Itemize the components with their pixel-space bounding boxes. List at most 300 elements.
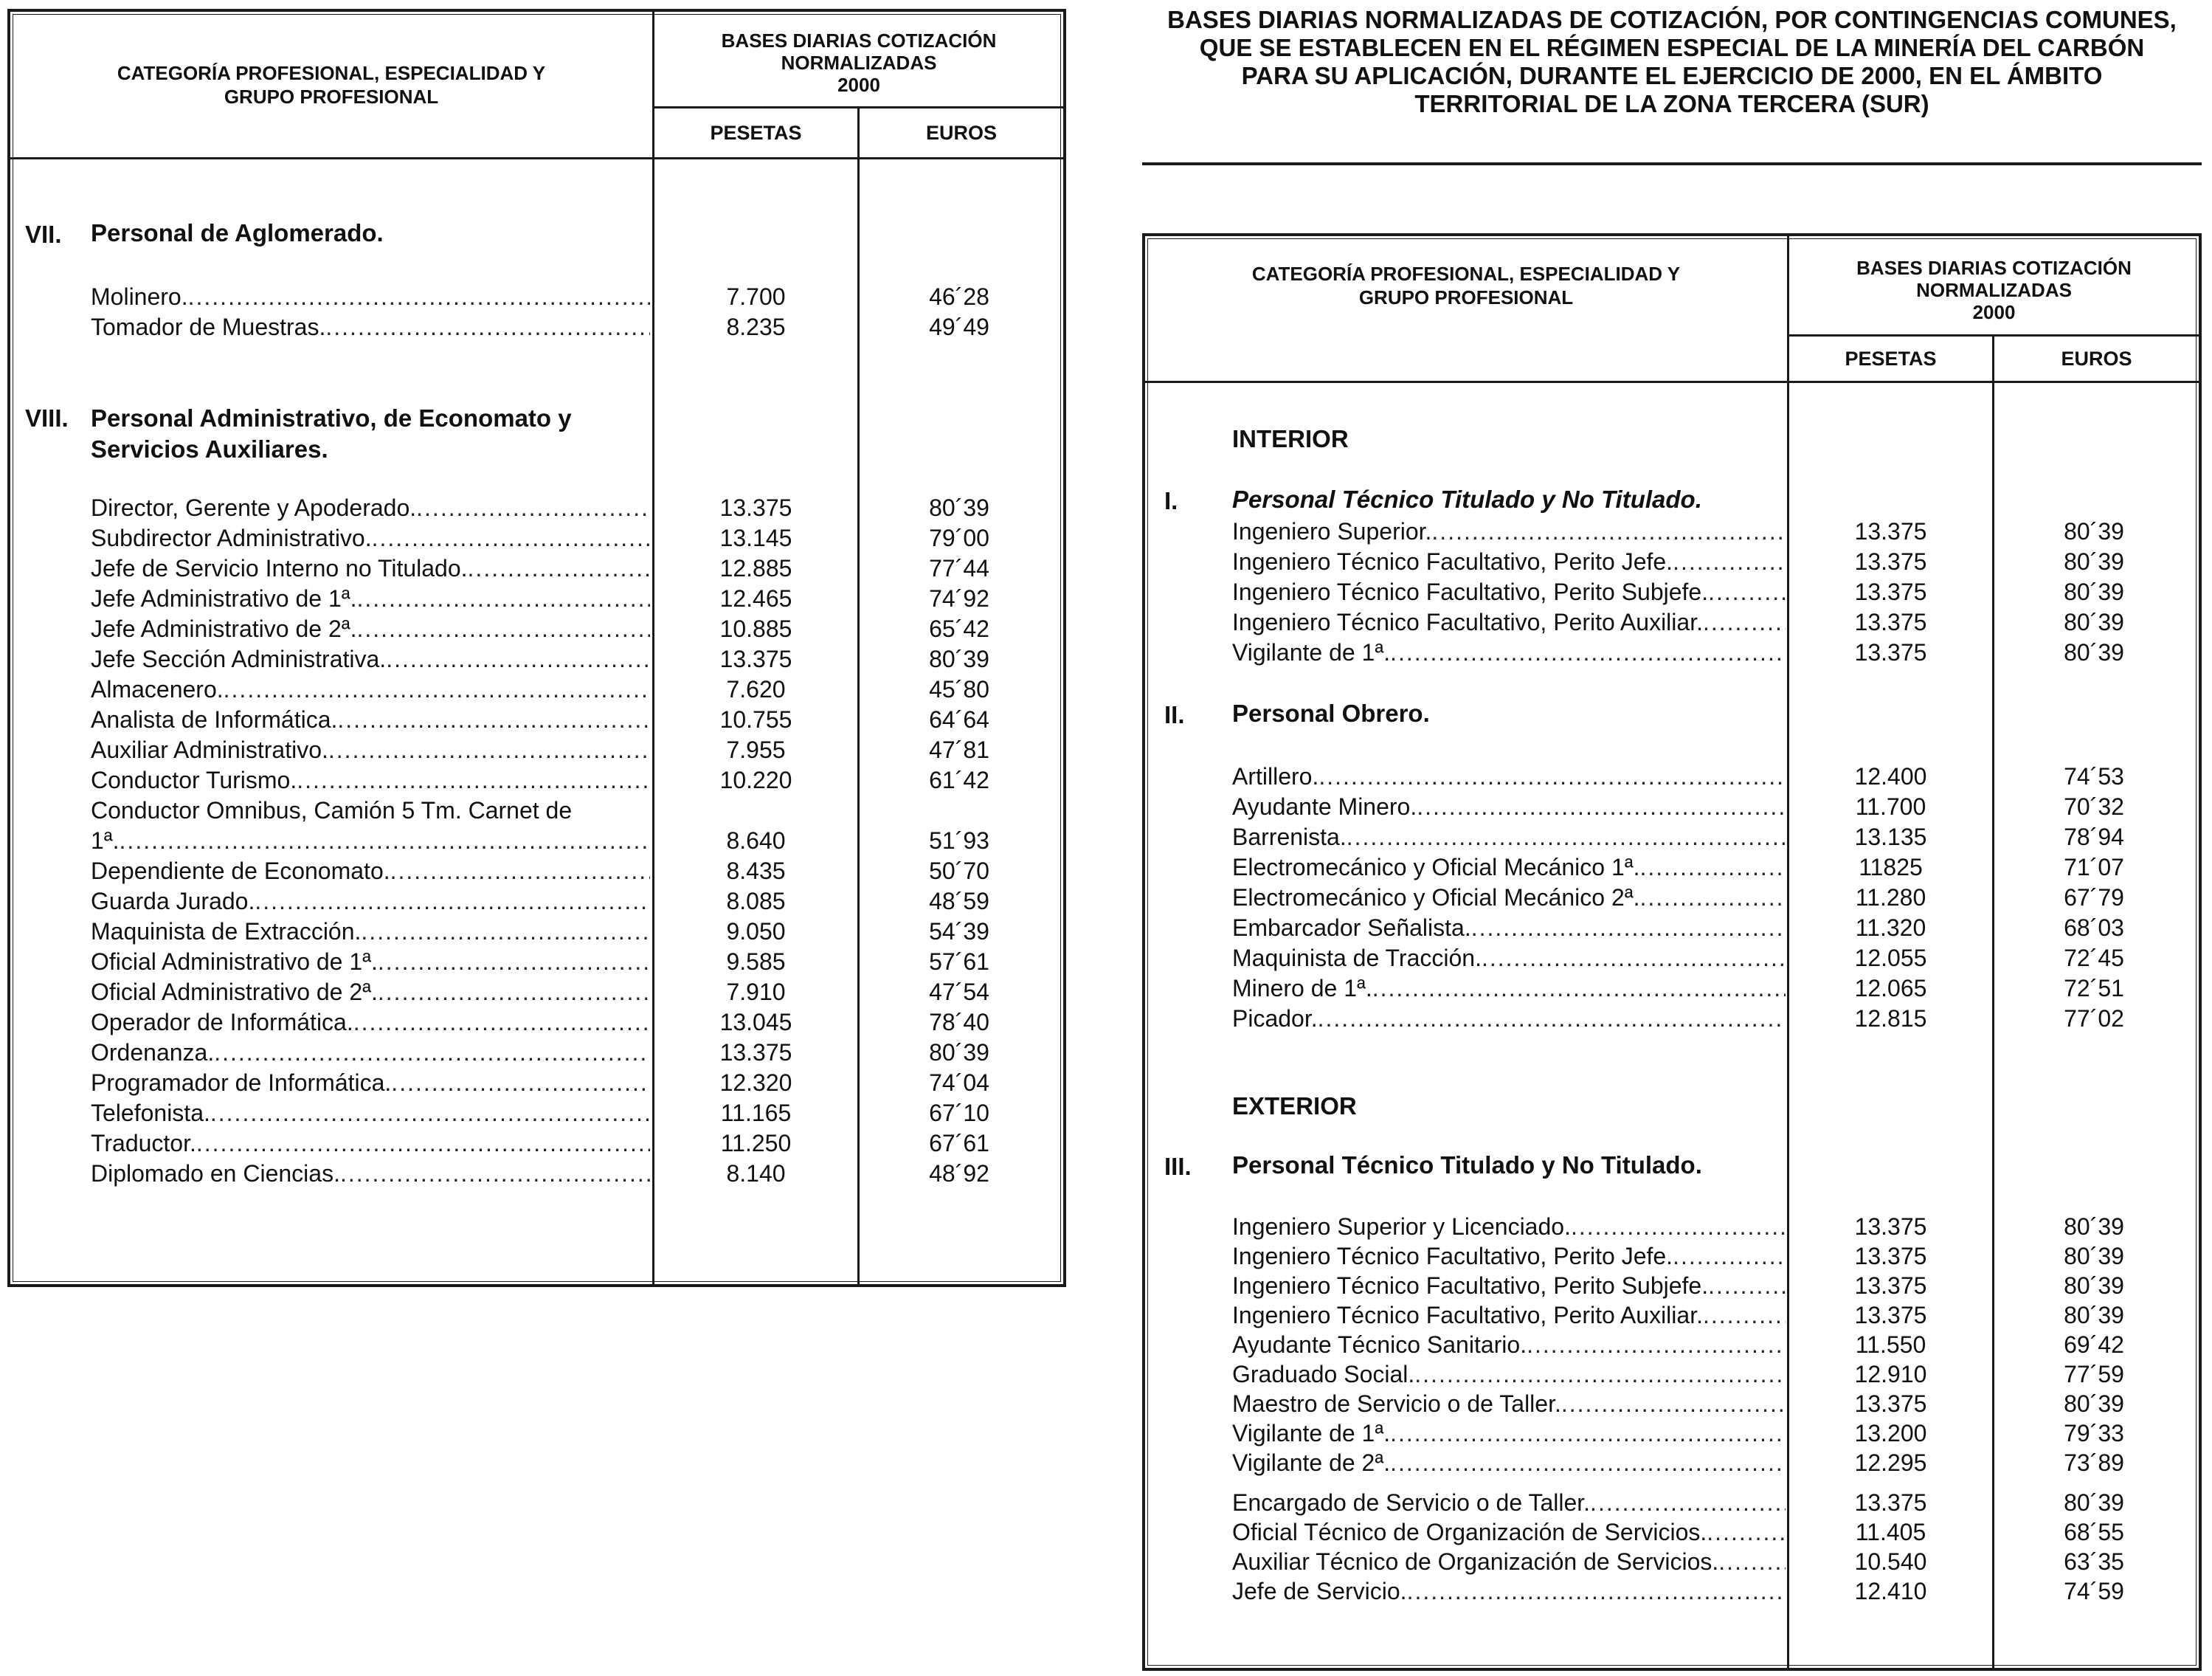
- euros-value: 46´28: [929, 283, 989, 310]
- section-number: III.: [1164, 1153, 1192, 1180]
- euros-value: 80´39: [2064, 609, 2124, 635]
- euros-header: EUROS: [925, 121, 998, 144]
- item-label-text: Maquinista de Extracción.: [91, 918, 362, 945]
- leader-dots: [1407, 1576, 1786, 1606]
- table-row: [10, 644, 1063, 674]
- item-label: [1232, 1359, 1786, 1389]
- pesetas-value: 13.135: [1854, 824, 1927, 850]
- item-label-text: Operador de Informática.: [91, 1009, 353, 1035]
- leader-dots: [1482, 943, 1786, 973]
- euros-value: 79´00: [929, 525, 989, 551]
- document-title-line: TERRITORIAL DE LA ZONA TERCERA (SUR): [1414, 90, 1929, 117]
- euros-value: 74´53: [2064, 763, 2124, 790]
- item-label-text: Diplomado en Ciencias.: [91, 1160, 340, 1187]
- leader-dots: [337, 705, 650, 734]
- pesetas-value: 10.885: [719, 615, 792, 642]
- table-row: [1145, 1547, 2199, 1576]
- pesetas-value: 11.280: [1855, 884, 1926, 911]
- item-label: [1232, 1241, 1786, 1271]
- item-label-text: Analista de Informática.: [91, 706, 338, 733]
- table-row: [1145, 517, 2199, 546]
- item-label: [91, 856, 650, 886]
- pesetas-value: 8.435: [726, 858, 786, 884]
- item-label-text: Almacenero.: [91, 676, 224, 703]
- table-row: [10, 1159, 1063, 1188]
- item-label-text: Dependiente de Economato.: [91, 858, 390, 884]
- leader-dots: [120, 826, 650, 855]
- leader-dots: [1703, 607, 1786, 637]
- item-label-text: Jefe Sección Administrativa.: [91, 646, 387, 672]
- item-label-text: Director, Gerente y Apoderado.: [91, 494, 417, 521]
- item-label-text: Jefe Administrativo de 2ª.: [91, 615, 357, 642]
- section-title: Personal Técnico Titulado y No Titulado.: [1232, 486, 1702, 513]
- euros-value: 77´02: [2064, 1005, 2124, 1032]
- leader-dots: [1708, 1271, 1786, 1300]
- item-label: [91, 705, 650, 734]
- item-label: [91, 493, 650, 523]
- euros-value: 74´04: [929, 1069, 989, 1096]
- table-row: [10, 675, 1063, 704]
- item-label-text: Ingeniero Superior y Licenciado.: [1232, 1213, 1571, 1240]
- item-label-text: Oficial Administrativo de 1ª.: [91, 948, 378, 975]
- table-row: [10, 1098, 1063, 1128]
- euros-value: 47´54: [929, 979, 989, 1005]
- item-label-text: Programador de Informática.: [91, 1069, 392, 1096]
- leader-dots: [224, 675, 650, 704]
- item-label-text: Ingeniero Superior.: [1232, 518, 1432, 545]
- table-row: [1145, 973, 2199, 1003]
- euros-value: 71´07: [2064, 854, 2124, 880]
- item-label-text: Jefe Administrativo de 1ª.: [91, 585, 357, 612]
- leader-dots: [1673, 547, 1786, 576]
- item-label: [1232, 1547, 1786, 1576]
- section-title: Personal Obrero.: [1232, 700, 1430, 727]
- table-row: [1145, 792, 2199, 821]
- euros-value: 72´51: [2064, 975, 2124, 1001]
- pesetas-value: 13.375: [719, 646, 792, 672]
- pesetas-value: 12.320: [719, 1069, 792, 1096]
- leader-dots: [378, 977, 650, 1007]
- item-label: [91, 614, 650, 644]
- leader-dots: [372, 523, 650, 553]
- pesetas-value: 13.145: [719, 525, 792, 551]
- pesetas-value: 8.085: [726, 888, 786, 914]
- table-row: [1145, 1300, 2199, 1330]
- item-label-text: Molinero.: [91, 283, 188, 310]
- item-label: [1232, 913, 1786, 942]
- table-row: [1145, 822, 2199, 852]
- item-label-text: Ingeniero Técnico Facultativo, Perito Jefe.: [1232, 1243, 1673, 1269]
- table-row: [1145, 1004, 2199, 1033]
- item-label: [1232, 577, 1786, 607]
- category-header-line: CATEGORÍA PROFESIONAL, ESPECIALIDAD Y: [1251, 262, 1681, 285]
- item-label: [1232, 883, 1786, 912]
- item-label-text: Subdirector Administrativo.: [91, 525, 372, 551]
- item-label-text: Vigilante de 1ª.: [1232, 639, 1391, 666]
- pesetas-value: 12.910: [1854, 1361, 1927, 1387]
- pesetas-value: 13.375: [1854, 1243, 1927, 1269]
- item-label-text: Ayudante Minero.: [1232, 793, 1417, 820]
- item-label: [1232, 607, 1786, 637]
- leader-dots: [1640, 852, 1786, 882]
- leader-dots: [1571, 1212, 1786, 1241]
- item-label-text: Auxiliar Técnico de Organización de Servicios.: [1232, 1548, 1719, 1575]
- leader-dots: [1372, 973, 1786, 1003]
- table-row: [1145, 883, 2199, 912]
- pesetas-header: PESETAS: [710, 121, 802, 144]
- euros-value: 80´39: [2064, 1302, 2124, 1328]
- item-label-text: Traductor.: [91, 1130, 196, 1156]
- item-label: [1232, 792, 1786, 821]
- item-label-text: Ingeniero Técnico Facultativo, Perito Auxiliar.: [1232, 609, 1703, 635]
- item-label: [1232, 638, 1786, 667]
- item-label-text: Vigilante de 2ª.: [1232, 1449, 1391, 1476]
- pesetas-value: 10.755: [719, 706, 792, 733]
- table-row: [1145, 547, 2199, 576]
- pesetas-value: 13.375: [1854, 579, 1927, 605]
- table-row: [1145, 1488, 2199, 1517]
- item-label: [1232, 547, 1786, 576]
- euros-value: 80´39: [929, 646, 989, 672]
- pesetas-value: 13.375: [1854, 1272, 1927, 1299]
- pesetas-value: 13.200: [1854, 1420, 1927, 1446]
- item-label: [1232, 1212, 1786, 1241]
- item-label-text: Ingeniero Técnico Facultativo, Perito Jefe.: [1232, 548, 1673, 575]
- leader-dots: [1431, 517, 1786, 546]
- euros-value: 70´32: [2064, 793, 2124, 820]
- bases-header-line: BASES DIARIAS COTIZACIÓN: [1856, 257, 2132, 279]
- pesetas-header: PESETAS: [1845, 347, 1937, 370]
- section-number: I.: [1164, 487, 1178, 514]
- leader-dots: [1673, 1241, 1786, 1271]
- euros-value: 80´39: [2064, 579, 2124, 605]
- table-row: [1145, 1241, 2199, 1271]
- table-row: [10, 826, 1063, 855]
- item-label: [91, 1098, 650, 1128]
- euros-value: 67´10: [929, 1100, 989, 1126]
- table-row: [1145, 1359, 2199, 1389]
- table-row: [10, 282, 1063, 311]
- euros-value: 67´79: [2064, 884, 2124, 911]
- item-label: [1232, 1517, 1786, 1547]
- table-row: [1145, 1576, 2199, 1606]
- leader-dots: [255, 886, 650, 916]
- bases-header-line: NORMALIZADAS: [1916, 279, 2072, 301]
- item-label-text: Graduado Social.: [1232, 1361, 1415, 1387]
- category-header-line: GRUPO PROFESIONAL: [1358, 286, 1574, 308]
- section-title: Personal Administrativo, de Economato y: [91, 404, 572, 432]
- euros-value: 78´40: [929, 1009, 989, 1035]
- item-label: [91, 523, 650, 553]
- euros-value: 77´44: [929, 555, 989, 582]
- document-title-line: PARA SU APLICACIÓN, DURANTE EL EJERCICIO DE 2000, EN EL ÁMBITO: [1241, 62, 2103, 89]
- item-label: [91, 1159, 650, 1188]
- leader-dots: [1708, 577, 1786, 607]
- pesetas-value: 13.375: [719, 1039, 792, 1066]
- table-row: [1145, 1330, 2199, 1359]
- table-row: [10, 856, 1063, 886]
- leader-dots: [1318, 762, 1786, 791]
- euros-value: 80´39: [2064, 1272, 2124, 1299]
- item-label: [91, 765, 650, 795]
- item-label-text: Electromecánico y Oficial Mecánico 1ª.: [1232, 854, 1640, 880]
- pesetas-value: 13.375: [1854, 1213, 1927, 1240]
- pesetas-value: 8.140: [726, 1160, 786, 1187]
- pesetas-value: 7.910: [726, 979, 786, 1005]
- item-label-text: Ordenanza.: [91, 1039, 215, 1066]
- euros-value: 49´49: [929, 314, 989, 340]
- leader-dots: [1414, 1359, 1786, 1389]
- left-table: [7, 9, 1066, 1287]
- table-row: [10, 584, 1063, 613]
- table-row: [10, 614, 1063, 644]
- table-row: [10, 554, 1063, 583]
- pesetas-value: 12.885: [719, 555, 792, 582]
- leader-dots: [1417, 792, 1786, 821]
- pesetas-value: 7.700: [726, 283, 786, 310]
- table-row: [10, 1128, 1063, 1158]
- header-bottom-rule: [1145, 381, 2199, 383]
- pesetas-value: 13.375: [1854, 639, 1927, 666]
- pesetas-value: 13.375: [719, 494, 792, 521]
- table-row: [1145, 1389, 2199, 1418]
- euros-value: 73´89: [2064, 1449, 2124, 1476]
- section-number: VII.: [25, 221, 62, 248]
- pesetas-value: 12.065: [1854, 975, 1927, 1001]
- item-label-text: Maquinista de Tracción.: [1232, 945, 1482, 971]
- leader-dots: [328, 735, 650, 765]
- section-number: VIII.: [25, 404, 69, 432]
- euros-value: 80´39: [2064, 639, 2124, 666]
- item-label-text: Electromecánico y Oficial Mecánico 2ª.: [1232, 884, 1640, 911]
- item-label-text: Vigilante de 1ª.: [1232, 1420, 1391, 1446]
- item-label-text: Jefe de Servicio.: [1232, 1578, 1407, 1604]
- leader-dots: [390, 856, 650, 886]
- table-row: [1145, 852, 2199, 882]
- euros-value: 74´59: [2064, 1578, 2124, 1604]
- item-label: [1232, 822, 1786, 852]
- table-row: [10, 735, 1063, 765]
- item-label-text: Conductor Omnibus, Camión 5 Tm. Carnet de: [91, 797, 573, 824]
- item-label-text: Conductor Turismo.: [91, 767, 297, 793]
- category-header: [1145, 236, 1787, 334]
- item-label: [1232, 943, 1786, 973]
- euros-header: EUROS: [2061, 347, 2132, 370]
- table-row: [1145, 1448, 2199, 1477]
- item-label: [1232, 1330, 1786, 1359]
- table-row: [10, 493, 1063, 523]
- euros-value: 68´03: [2064, 914, 2124, 941]
- table-row-continuation: [10, 796, 1063, 825]
- euros-value: 50´70: [929, 858, 989, 884]
- euros-value: 54´39: [929, 918, 989, 945]
- leader-dots: [361, 917, 650, 946]
- euros-value: 80´39: [2064, 1390, 2124, 1417]
- item-label-text: 1ª.: [91, 827, 120, 854]
- leader-dots: [468, 554, 650, 583]
- item-label: [91, 977, 650, 1007]
- pesetas-value: 11.700: [1855, 793, 1926, 820]
- euros-value: 79´33: [2064, 1420, 2124, 1446]
- item-label: [91, 1038, 650, 1067]
- category-header-line: GRUPO PROFESIONAL: [224, 85, 439, 108]
- item-label-text: Ingeniero Técnico Facultativo, Perito Subjefe.: [1232, 1272, 1709, 1299]
- leader-dots: [1390, 1448, 1786, 1477]
- category-header-line: CATEGORÍA PROFESIONAL, ESPECIALIDAD Y: [117, 61, 546, 84]
- item-label: [1232, 1488, 1786, 1517]
- table-row: [1145, 1517, 2199, 1547]
- pesetas-value: 10.540: [1854, 1548, 1927, 1575]
- pesetas-value: 9.585: [726, 948, 786, 975]
- leader-dots: [386, 644, 650, 674]
- euros-value: 80´39: [929, 1039, 989, 1066]
- euros-value: 77´59: [2064, 1361, 2124, 1387]
- item-label: [1232, 1389, 1786, 1418]
- leader-dots: [325, 312, 650, 342]
- table-row: [10, 312, 1063, 342]
- table-row: [1145, 1212, 2199, 1241]
- item-label-text: Maestro de Servicio o de Taller.: [1232, 1390, 1561, 1417]
- pesetas-value: 13.375: [1854, 1302, 1927, 1328]
- item-label-text: Artillero.: [1232, 763, 1319, 790]
- item-label-text: Embarcador Señalista.: [1232, 914, 1471, 941]
- item-label: [1232, 1271, 1786, 1300]
- leader-dots: [391, 1068, 650, 1097]
- bases-header-line: NORMALIZADAS: [781, 52, 937, 74]
- table-row: [10, 977, 1063, 1007]
- euros-value: 48´92: [929, 1160, 989, 1187]
- pesetas-value: 7.955: [726, 737, 786, 763]
- pesetas-value: 12.815: [1854, 1005, 1927, 1032]
- pesetas-value: 13.375: [1854, 518, 1927, 545]
- euros-value: 61´42: [929, 767, 989, 793]
- section-title: Personal de Aglomerado.: [91, 219, 384, 246]
- pesetas-value: 11.250: [720, 1130, 792, 1156]
- pesetas-value: 11.405: [1855, 1519, 1926, 1545]
- item-label-text: Barrenista.: [1232, 824, 1347, 850]
- item-label: [91, 312, 650, 342]
- euros-value: 68´55: [2064, 1519, 2124, 1545]
- euros-value: 80´39: [2064, 548, 2124, 575]
- item-label: [1232, 852, 1786, 882]
- leader-dots: [214, 1038, 650, 1067]
- item-label: [91, 886, 650, 916]
- euros-value: 51´93: [929, 827, 989, 854]
- item-label-text: Auxiliar Administrativo.: [91, 737, 328, 763]
- euros-value: 80´39: [2064, 1489, 2124, 1516]
- item-label-text: Tomador de Muestras.: [91, 314, 326, 340]
- table-row: [1145, 577, 2199, 607]
- table-row: [10, 705, 1063, 734]
- euros-value: 80´39: [2064, 1213, 2124, 1240]
- pesetas-value: 11.320: [1855, 914, 1926, 941]
- document-title: [1142, 6, 2202, 118]
- table-row: [10, 1038, 1063, 1067]
- pesetas-value: 11825: [1859, 854, 1923, 880]
- leader-dots: [416, 493, 650, 523]
- item-label-text: Ayudante Técnico Sanitario.: [1232, 1331, 1527, 1358]
- table-row: [10, 1007, 1063, 1037]
- leader-dots: [1561, 1389, 1786, 1418]
- euros-value: 64´64: [929, 706, 989, 733]
- item-label: [91, 675, 650, 704]
- item-label: [91, 1068, 650, 1097]
- euros-value: 80´39: [929, 494, 989, 521]
- bases-header: [654, 19, 1063, 106]
- leader-dots: [196, 1128, 650, 1158]
- pesetas-value: 12.410: [1854, 1578, 1927, 1604]
- table-row: [10, 1068, 1063, 1097]
- item-label: [91, 554, 650, 583]
- pesetas-value: 10.220: [719, 767, 792, 793]
- table-row: [1145, 762, 2199, 791]
- right-table: [1142, 233, 2202, 1671]
- document-title-line: BASES DIARIAS NORMALIZADAS DE COTIZACIÓN, POR CONTINGENCIAS COMUNES,: [1167, 6, 2177, 33]
- euros-value: 47´81: [929, 737, 989, 763]
- item-label-text: Oficial Técnico de Organización de Servicios.: [1232, 1519, 1707, 1545]
- item-label: [1232, 1004, 1786, 1033]
- item-label-text: Guarda Jurado.: [91, 888, 255, 914]
- item-label-text: Encargado de Servicio o de Taller.: [1232, 1489, 1591, 1516]
- leader-dots: [1390, 638, 1786, 667]
- table-row: [1145, 638, 2199, 667]
- euros-value: 74´92: [929, 585, 989, 612]
- item-label: [91, 1128, 650, 1158]
- item-label: [1232, 1448, 1786, 1477]
- header-bottom-rule: [10, 157, 1063, 159]
- item-label: [91, 735, 650, 765]
- leader-dots: [1390, 1418, 1786, 1448]
- item-label: [91, 282, 650, 311]
- leader-dots: [210, 1098, 650, 1128]
- table-row: [10, 765, 1063, 795]
- euros-value: 65´42: [929, 615, 989, 642]
- item-label: [1232, 973, 1786, 1003]
- bases-header: [1789, 246, 2199, 334]
- euros-value: 67´61: [929, 1130, 989, 1156]
- pesetas-value: 8.235: [726, 314, 786, 340]
- title-divider: [1142, 162, 2202, 165]
- item-label: [1232, 762, 1786, 791]
- item-label-text: Minero de 1ª.: [1232, 975, 1372, 1001]
- item-label-text: Jefe de Servicio Interno no Titulado.: [91, 555, 468, 582]
- leader-dots: [353, 1007, 650, 1037]
- table-row: [10, 886, 1063, 916]
- item-label: [1232, 1300, 1786, 1330]
- category-header: [10, 12, 652, 157]
- document-title-line: QUE SE ESTABLECEN EN EL RÉGIMEN ESPECIAL DE LA MINERÍA DEL CARBÓN: [1199, 34, 2145, 61]
- leader-dots: [356, 584, 650, 613]
- euros-value: 57´61: [929, 948, 989, 975]
- exterior-heading: EXTERIOR: [1232, 1092, 1357, 1120]
- leader-dots: [1471, 913, 1786, 942]
- item-label: [91, 917, 650, 946]
- leader-dots: [1347, 822, 1786, 852]
- pesetas-value: 12.055: [1854, 945, 1927, 971]
- table-row: [1145, 913, 2199, 942]
- leader-dots: [1318, 1004, 1786, 1033]
- item-label: [1232, 517, 1786, 546]
- pesetas-value: 9.050: [726, 918, 786, 945]
- interior-heading: INTERIOR: [1232, 425, 1349, 452]
- bases-header-line: 2000: [1972, 301, 2016, 323]
- pesetas-value: 12.295: [1854, 1449, 1927, 1476]
- pesetas-value: 12.400: [1854, 763, 1927, 790]
- item-label: [91, 1007, 650, 1037]
- leader-dots: [1718, 1547, 1786, 1576]
- item-label: [1232, 1418, 1786, 1448]
- table-row: [1145, 607, 2199, 637]
